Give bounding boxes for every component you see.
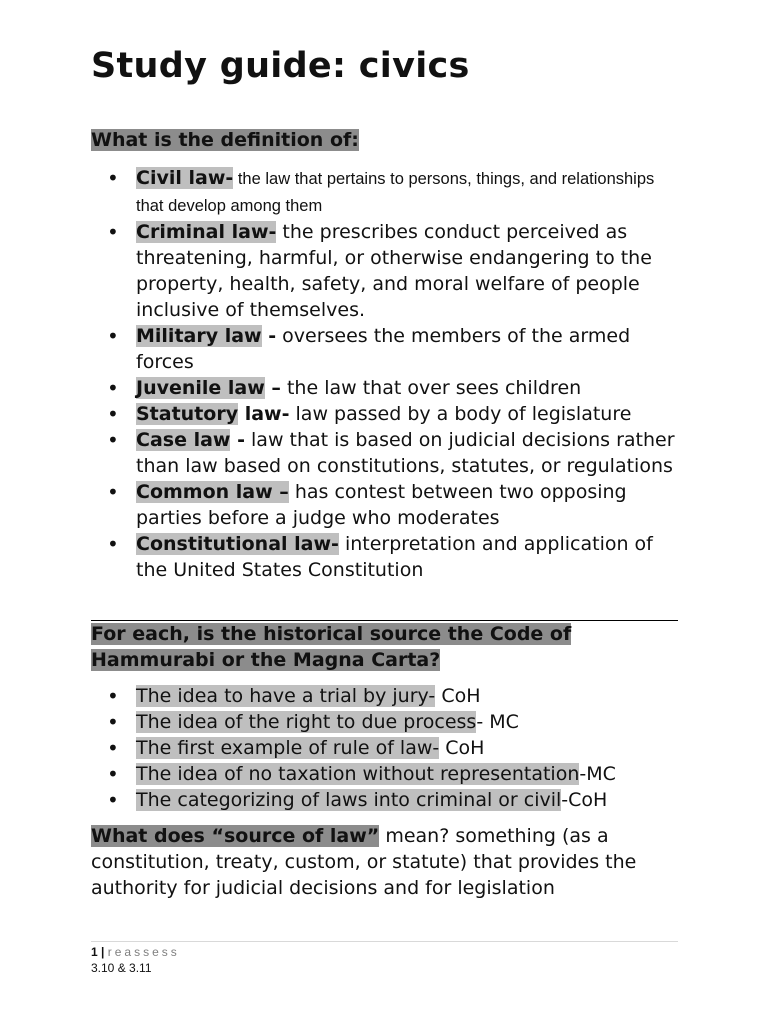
term: Criminal law- bbox=[136, 221, 277, 243]
term: Constitutional law- bbox=[136, 533, 339, 555]
list-item bbox=[91, 165, 681, 219]
term: Juvenile law bbox=[136, 377, 265, 399]
list-item bbox=[91, 787, 681, 813]
answer: -CoH bbox=[561, 789, 608, 811]
definition: law passed by a body of legislature bbox=[289, 403, 632, 425]
definition: the law that pertains to persons, things, and relationships that develop among them bbox=[136, 170, 655, 215]
list-item bbox=[91, 761, 681, 787]
term: Civil law- bbox=[136, 167, 234, 189]
statement: The idea of no taxation without representation bbox=[136, 763, 580, 785]
definition: has contest between two opposing parties before a judge who moderates bbox=[136, 481, 627, 529]
section-heading-sources bbox=[91, 621, 651, 673]
list-item bbox=[91, 323, 681, 375]
source-of-law-paragraph bbox=[91, 823, 681, 901]
definition: oversees the members of the armed forces bbox=[136, 325, 631, 373]
term-tail: law- bbox=[238, 403, 290, 425]
statement: The idea of the right to due process bbox=[136, 711, 477, 733]
page-title: Study guide: civics bbox=[91, 46, 470, 86]
list-item bbox=[91, 375, 681, 401]
definition: interpretation and application of the United States Constitution bbox=[136, 533, 653, 581]
answer: mean? something (as a constitution, treaty, custom, or statute) that provides the authority for judicial decisions and for legislation bbox=[91, 825, 637, 899]
term: Statutory bbox=[136, 403, 239, 425]
footer-separator: | bbox=[97, 945, 108, 959]
term-tail: - bbox=[261, 325, 277, 347]
term-tail: – bbox=[264, 377, 281, 399]
list-item bbox=[91, 531, 681, 583]
page-number: 1 bbox=[91, 945, 98, 959]
statement: The categorizing of laws into criminal or civil bbox=[136, 789, 562, 811]
term: Common law – bbox=[136, 481, 289, 503]
statement: The first example of rule of law- bbox=[136, 737, 440, 759]
list-item bbox=[91, 401, 681, 427]
list-item bbox=[91, 735, 681, 761]
definition: the prescribes conduct perceived as threatening, harmful, or otherwise endangering to the property, health, safety, and moral welfare of people inclusive of themselves. bbox=[136, 221, 652, 321]
statement: The idea to have a trial by jury- bbox=[136, 685, 436, 707]
footer-line-2: 3.10 & 3.11 bbox=[91, 961, 152, 975]
section-heading-definitions bbox=[91, 127, 359, 153]
definition: the law that over sees children bbox=[280, 377, 582, 399]
answer: -MC bbox=[579, 763, 616, 785]
footer-divider bbox=[91, 941, 678, 942]
term-tail: - bbox=[230, 429, 245, 451]
list-item bbox=[91, 683, 681, 709]
term: Case law bbox=[136, 429, 231, 451]
section-heading-text: For each, is the historical source the Code of Hammurabi or the Magna Carta? bbox=[91, 623, 572, 671]
list-item bbox=[91, 709, 681, 735]
list-item bbox=[91, 427, 681, 479]
footer-word: reassess bbox=[107, 945, 180, 959]
section-heading-text: What is the definition of: bbox=[91, 129, 359, 151]
answer: - MC bbox=[476, 711, 519, 733]
page-footer bbox=[91, 944, 180, 976]
definition: law that is based on judicial decisions rather than law based on constitutions, statutes, or regulations bbox=[136, 429, 675, 477]
sources-list bbox=[91, 683, 681, 813]
definitions-list bbox=[91, 165, 681, 583]
list-item bbox=[91, 219, 681, 323]
answer: CoH bbox=[439, 737, 485, 759]
list-item bbox=[91, 479, 681, 531]
term: Military law bbox=[136, 325, 262, 347]
question: What does “source of law” bbox=[91, 825, 380, 847]
answer: CoH bbox=[435, 685, 481, 707]
